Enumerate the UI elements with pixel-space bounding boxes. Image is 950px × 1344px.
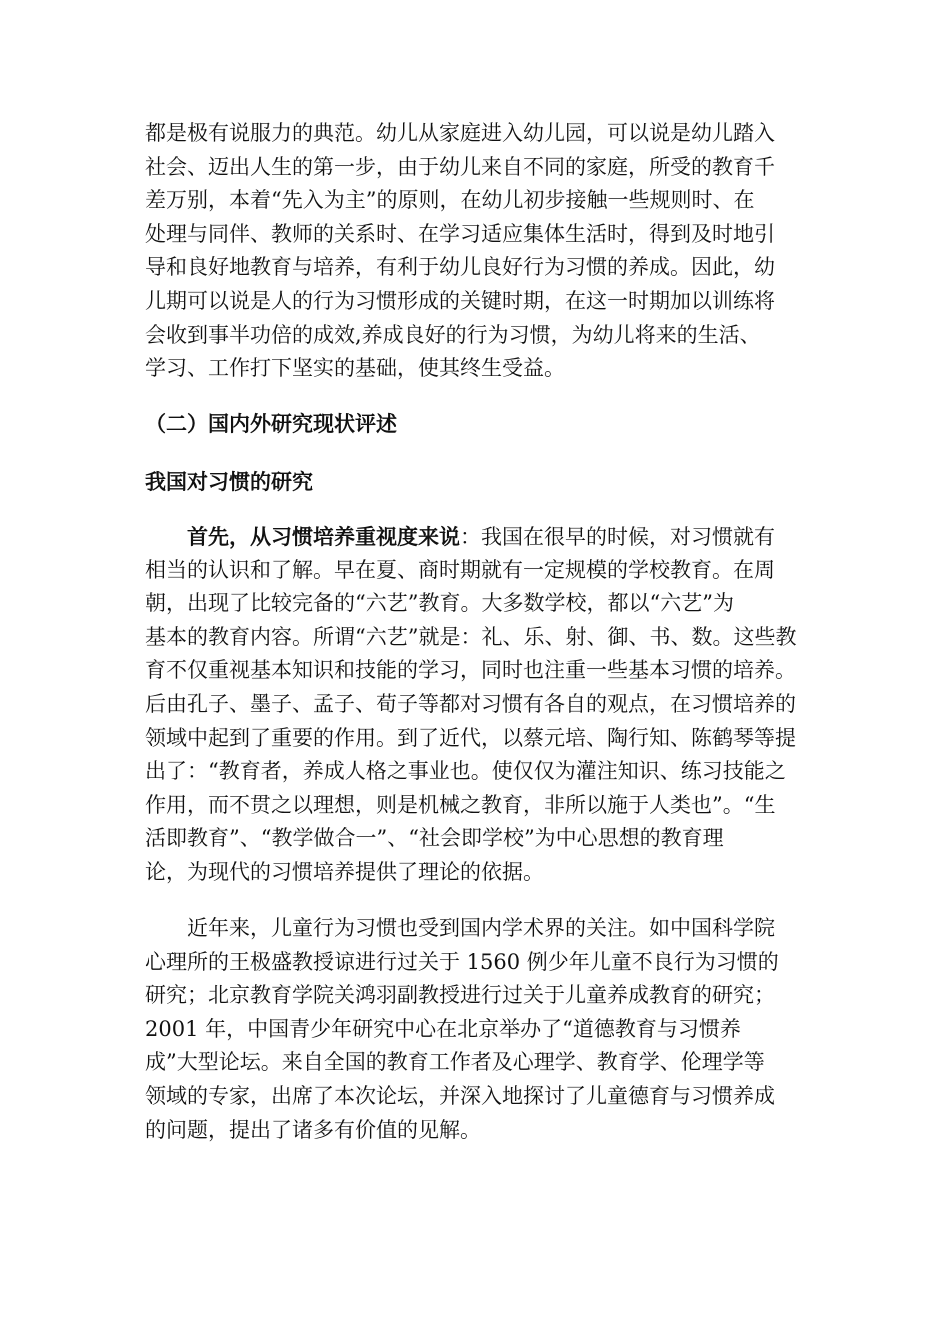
text-line: 都是极有说服力的典范。幼儿从家庭进入幼儿园，可以说是幼儿踏入 (145, 121, 775, 145)
paragraph-intro (145, 117, 805, 386)
text-line: 作用，而不贯之以理想，则是机械之教育，非所以施于人类也”。“生 (145, 792, 776, 817)
text-line: 成”大型论坛。来自全国的教育工作者及心理学、教育学、伦理学等 (145, 1050, 765, 1075)
text-line: 2001 年，中国青少年研究中心在北京举办了“道德教育与习惯养 (145, 1016, 741, 1041)
text-line: 育不仅重视基本知识和技能的学习，同时也注重一些基本习惯的培养。 (145, 658, 796, 683)
paragraph-history (145, 520, 805, 890)
text-line: 学习、工作打下坚实的基础，使其终生受益。 (145, 356, 565, 381)
text-line: 论，为现代的习惯培养提供了理论的依据。 (145, 859, 544, 884)
subheading: 我国对习惯的研究 (145, 469, 313, 494)
text-line: 儿期可以说是人的行为习惯形成的关键时期，在这一时期加以训练将 (145, 288, 775, 313)
lead-phrase: 首先，从习惯培养重视度来说 (187, 524, 460, 549)
text-line: 领域中起到了重要的作用。到了近代，以蔡元培、陶行知、陈鹤琴等提 (145, 725, 796, 750)
paragraph-recent (145, 912, 805, 1147)
text-line: 的问题，提出了诸多有价值的见解。 (145, 1117, 481, 1142)
text-line: 会收到事半功倍的成效,养成良好的行为习惯，为幼儿将来的生活、 (145, 322, 761, 347)
text-line-first: 近年来，儿童行为习惯也受到国内学术界的关注。如中国科学院 (187, 916, 775, 940)
text-line: 出了：“教育者，养成人格之事业也。使仅仅为灌注知识、练习技能之 (145, 759, 786, 784)
section-heading: （二）国内外研究现状评述 (145, 411, 397, 436)
text-line: 心理所的王极盛教授谅进行过关于 1560 例少年儿童不良行为习惯的 (145, 949, 779, 974)
text-line: 差万别，本着“先入为主”的原则，在幼儿初步接触一些规则时、在 (145, 188, 755, 213)
text-line: 后由孔子、墨子、孟子、荀子等都对习惯有各自的观点，在习惯培养的 (145, 691, 796, 716)
text-line: 基本的教育内容。所谓“六艺”就是：礼、乐、射、御、书、数。这些教 (145, 624, 797, 649)
text-line: 朝，出现了比较完备的“六艺”教育。大多数学校，都以“六艺”为 (145, 591, 734, 616)
text-line: 领域的专家，出席了本次论坛，并深入地探讨了儿童德育与习惯养成 (145, 1083, 775, 1108)
text-line-first (145, 520, 805, 554)
text-line: 处理与同伴、教师的关系时、在学习适应集体生活时，得到及时地引 (145, 221, 775, 246)
text-line-rest: ：我国在很早的时候，对习惯就有 (460, 525, 775, 549)
text-line: 活即教育”、“教学做合一”、“社会即学校”为中心思想的教育理 (145, 826, 724, 851)
text-line: 导和良好地教育与培养，有利于幼儿良好行为习惯的养成。因此，幼 (145, 255, 775, 280)
text-line: 社会、迈出人生的第一步，由于幼儿来自不同的家庭，所受的教育千 (145, 154, 775, 179)
text-line: 研究；北京教育学院关鸿羽副教授进行过关于儿童养成教育的研究； (145, 983, 775, 1008)
text-line: 相当的认识和了解。早在夏、商时期就有一定规模的学校教育。在周 (145, 557, 775, 582)
